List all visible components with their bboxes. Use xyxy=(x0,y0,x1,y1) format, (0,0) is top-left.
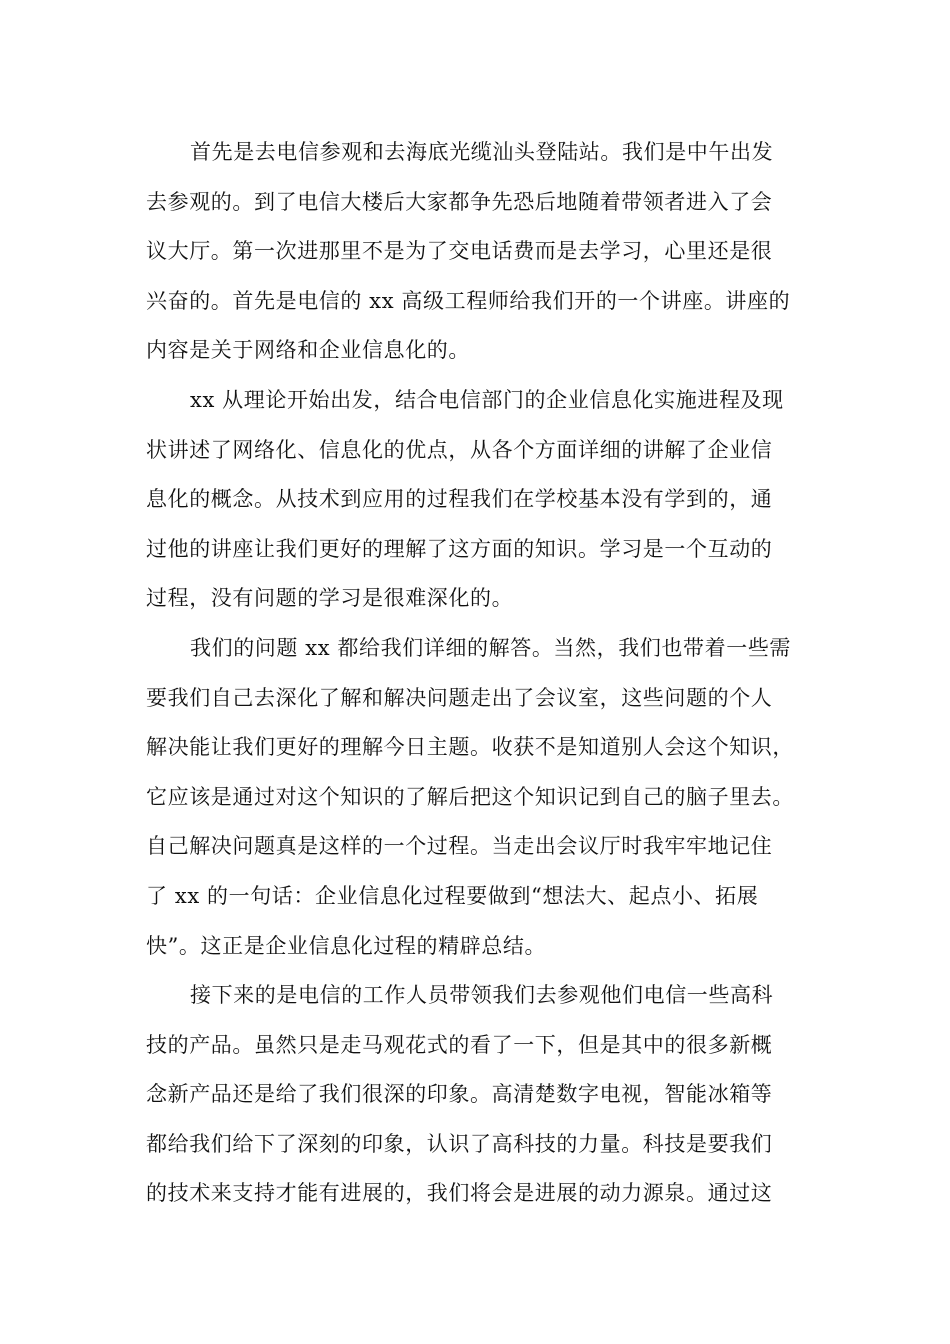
paragraph-line: 息化的概念。从技术到应用的过程我们在学校基本没有学到的，通 xyxy=(146,487,773,512)
paragraph-line: 技的产品。虽然只是走马观花式的看了一下，但是其中的很多新概 xyxy=(146,1032,773,1057)
paragraph-line: 我们的问题 xx 都给我们详细的解答。当然，我们也带着一些需 xyxy=(190,635,792,660)
paragraph-line: 要我们自己去深化了解和解决问题走出了会议室，这些问题的个人 xyxy=(146,685,773,710)
paragraph-3 xyxy=(146,624,826,971)
paragraph-line: 了 xx 的一句话：企业信息化过程要做到“想法大、起点小、拓展 xyxy=(146,883,759,908)
paragraph-line: 的技术来支持才能有进展的，我们将会是进展的动力源泉。通过这 xyxy=(146,1181,773,1206)
paragraph-line: 内容是关于网络和企业信息化的。 xyxy=(146,338,470,363)
paragraph-line: 念新产品还是给了我们很深的印象。高清楚数字电视，智能冰箱等 xyxy=(146,1082,773,1107)
paragraph-line: 状讲述了网络化、信息化的优点，从各个方面详细的讲解了企业信 xyxy=(146,437,773,462)
paragraph-line: 快”。这正是企业信息化过程的精辟总结。 xyxy=(146,933,547,958)
paragraph-line: xx 从理论开始出发，结合电信部门的企业信息化实施进程及现 xyxy=(190,387,784,412)
paragraph-line: 过他的讲座让我们更好的理解了这方面的知识。学习是一个互动的 xyxy=(146,536,773,561)
paragraph-line: 首先是去电信参观和去海底光缆汕头登陆站。我们是中午出发 xyxy=(190,140,774,164)
paragraph-line: 兴奋的。首先是电信的 xx 高级工程师给我们开的一个讲座。讲座的 xyxy=(146,288,791,313)
paragraph-line: 接下来的是电信的工作人员带领我们去参观他们电信一些高科 xyxy=(190,983,774,1008)
paragraph-line: 自己解决问题真是这样的一个过程。当走出会议厅时我牢牢地记住 xyxy=(146,834,773,859)
paragraph-line: 议大厅。第一次进那里不是为了交电话费而是去学习，心里还是很 xyxy=(146,239,773,264)
paragraph-2 xyxy=(146,376,826,624)
paragraph-line: 解决能让我们更好的理解今日主题。收获不是知道别人会这个知识， xyxy=(146,735,794,760)
paragraph-line: 都给我们给下了深刻的印象，认识了高科技的力量。科技是要我们 xyxy=(146,1131,773,1156)
paragraph-4 xyxy=(146,971,826,1219)
paragraph-line: 过程，没有问题的学习是很难深化的。 xyxy=(146,586,514,611)
paragraph-1 xyxy=(146,128,826,376)
paragraph-line: 去参观的。到了电信大楼后大家都争先恐后地随着带领者进入了会 xyxy=(146,189,773,214)
document-body xyxy=(146,128,826,1219)
paragraph-line: 它应该是通过对这个知识的了解后把这个知识记到自己的脑子里去。 xyxy=(146,784,794,809)
